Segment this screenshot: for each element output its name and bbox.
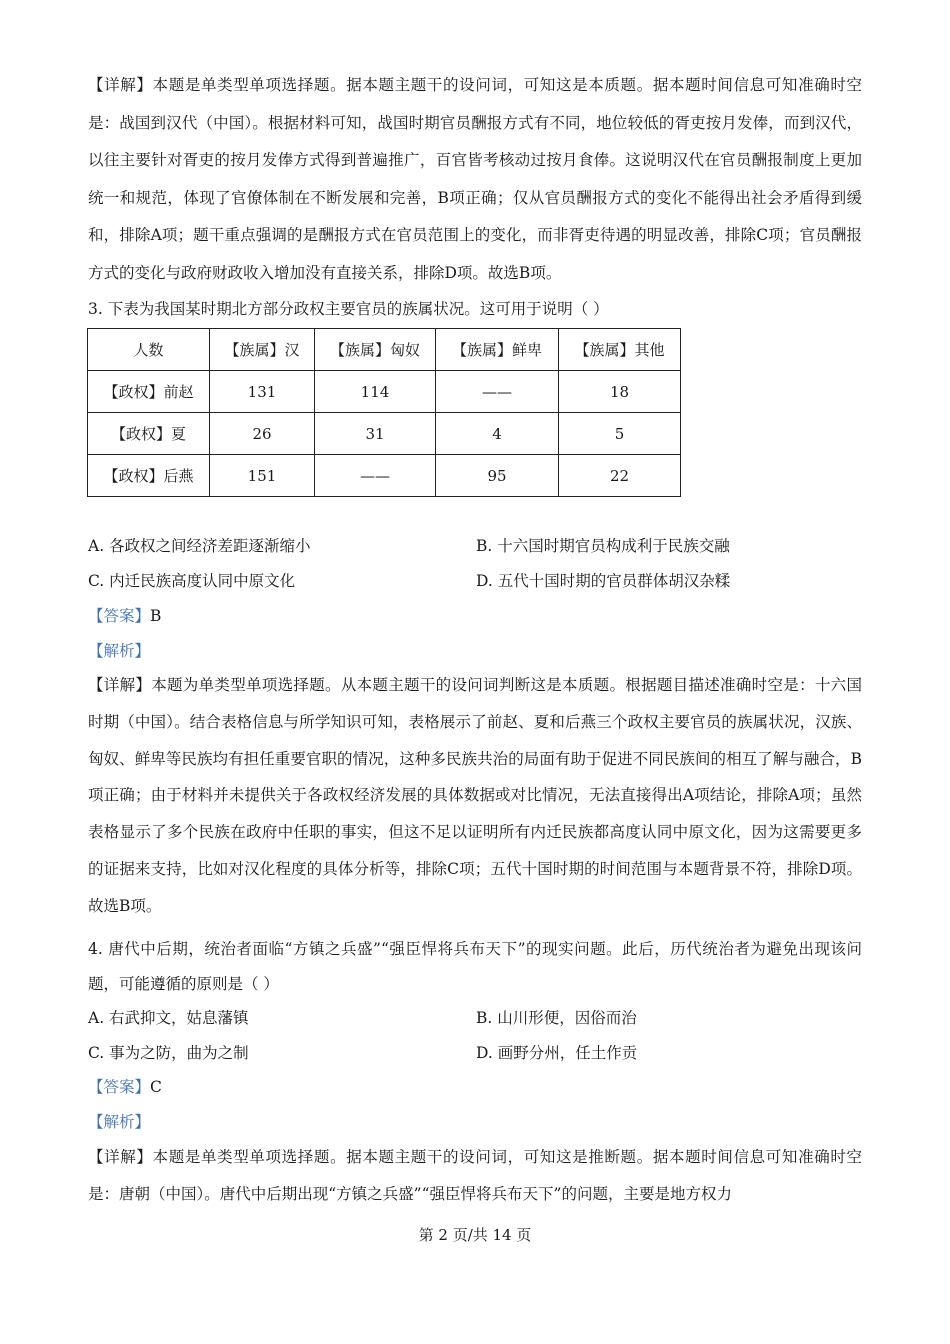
table-cell: 26 <box>210 413 315 455</box>
table-row <box>88 413 681 455</box>
table-header-cell: 【族属】匈奴 <box>315 329 436 371</box>
q3-option-d: D. 五代十国时期的官员群体胡汉杂糅 <box>476 572 731 590</box>
table-cell: 4 <box>436 413 559 455</box>
q3-option-c: C. 内迁民族高度认同中原文化 <box>88 572 296 590</box>
q4-stem: 4. 唐代中后期，统治者面临“方镇之兵盛”“强臣悍将兵布天下”的现实问题。此后，历代统治者为避免出现该问题，可能遵循的原则是（ ） <box>88 940 862 993</box>
table-cell: 31 <box>315 413 436 455</box>
table-cell: 114 <box>315 371 436 413</box>
table-cell: 【政权】前赵 <box>88 371 210 413</box>
table-row <box>88 371 681 413</box>
table-cell: —— <box>315 455 436 497</box>
answer-label: 【答案】 <box>88 607 151 625</box>
table-cell: 18 <box>559 371 681 413</box>
q2-detail-paragraph: 【详解】本题是单类型单项选择题。据本题主题干的设问词，可知这是本质题。据本题时间信息可知准确时空是：战国到汉代（中国）。根据材料可知，战国时期官员酬报方式有不同，地位较低的胥吏按月发俸，而到汉代，以往主要针对胥吏的按月发俸方式得到普遍推广，百官皆考核动过按月食俸。这说明汉代在官员酬报制度上更加统一和规范，体现了官僚体制在不断发展和完善，B项正确；仅从官员酬报方式的变化不能得出社会矛盾得到缓和，排除A项；题干重点强调的是酬报方式在官员范围上的变化，而非胥吏待遇的明显改善，排除C项；官员酬报方式的变化与政府财政收入增加没有直接关系，排除D项。故选B项。 <box>88 76 862 282</box>
answer-value: B <box>150 607 162 625</box>
table-cell: 【政权】后燕 <box>88 455 210 497</box>
table-header-row <box>88 329 681 371</box>
table-header-cell: 人数 <box>88 329 210 371</box>
q3-analysis-label: 【解析】 <box>88 642 151 660</box>
answer-label: 【答案】 <box>88 1078 151 1096</box>
q3-option-a: A. 各政权之间经济差距逐渐缩小 <box>88 537 311 555</box>
table-cell: 131 <box>210 371 315 413</box>
table-cell: 22 <box>559 455 681 497</box>
table-header-cell: 【族属】其他 <box>559 329 681 371</box>
q4-option-c: C. 事为之防，曲为之制 <box>88 1044 249 1062</box>
q3-answer <box>88 604 161 628</box>
q4-option-b: B. 山川形便，因俗而治 <box>476 1009 637 1027</box>
table-cell: 【政权】夏 <box>88 413 210 455</box>
q3-stem: 3. 下表为我国某时期北方部分政权主要官员的族属状况。这可用于说明（ ） <box>88 300 609 318</box>
table-header-cell: 【族属】汉 <box>210 329 315 371</box>
q4-option-d: D. 画野分州，任土作贡 <box>476 1044 638 1062</box>
answer-value: C <box>150 1078 162 1096</box>
clan-table <box>87 328 681 497</box>
page-footer: 第 2 页/共 14 页 <box>418 1226 532 1244</box>
table-header-cell: 【族属】鲜卑 <box>436 329 559 371</box>
table-cell: 95 <box>436 455 559 497</box>
table-cell: 151 <box>210 455 315 497</box>
table-cell: —— <box>436 371 559 413</box>
q4-detail-paragraph: 【详解】本题是单类型单项选择题。据本题主题干的设问词，可知这是推断题。据本题时间信息可知准确时空是：唐朝（中国）。唐代中后期出现“方镇之兵盛”“强臣悍将兵布天下”的问题，主要是地方权力 <box>88 1148 862 1203</box>
q4-analysis-label: 【解析】 <box>88 1113 151 1131</box>
q4-answer <box>88 1075 162 1099</box>
q3-option-b: B. 十六国时期官员构成利于民族交融 <box>476 537 730 555</box>
q3-detail-paragraph: 【详解】本题为单类型单项选择题。从本题主题干的设问词判断这是本质题。根据题目描述准确时空是：十六国时期（中国）。结合表格信息与所学知识可知，表格展示了前赵、夏和后燕三个政权主要官员的族属状况，汉族、匈奴、鲜卑等民族均有担任重要官职的情况，这种多民族共治的局面有助于促进不同民族间的相互了解与融合，B项正确；由于材料并未提供关于各政权经济发展的具体数据或对比情况，无法直接得出A项结论，排除A项；虽然表格显示了多个民族在政府中任职的事实，但这不足以证明所有内迁民族都高度认同中原文化，因为这需要更多的证据来支持，比如对汉化程度的具体分析等，排除C项；五代十国时期的时间范围与本题背景不符，排除D项。故选B项。 <box>88 676 862 915</box>
table-cell: 5 <box>559 413 681 455</box>
table-row <box>88 455 681 497</box>
q4-option-a: A. 右武抑文，姑息藩镇 <box>88 1009 249 1027</box>
